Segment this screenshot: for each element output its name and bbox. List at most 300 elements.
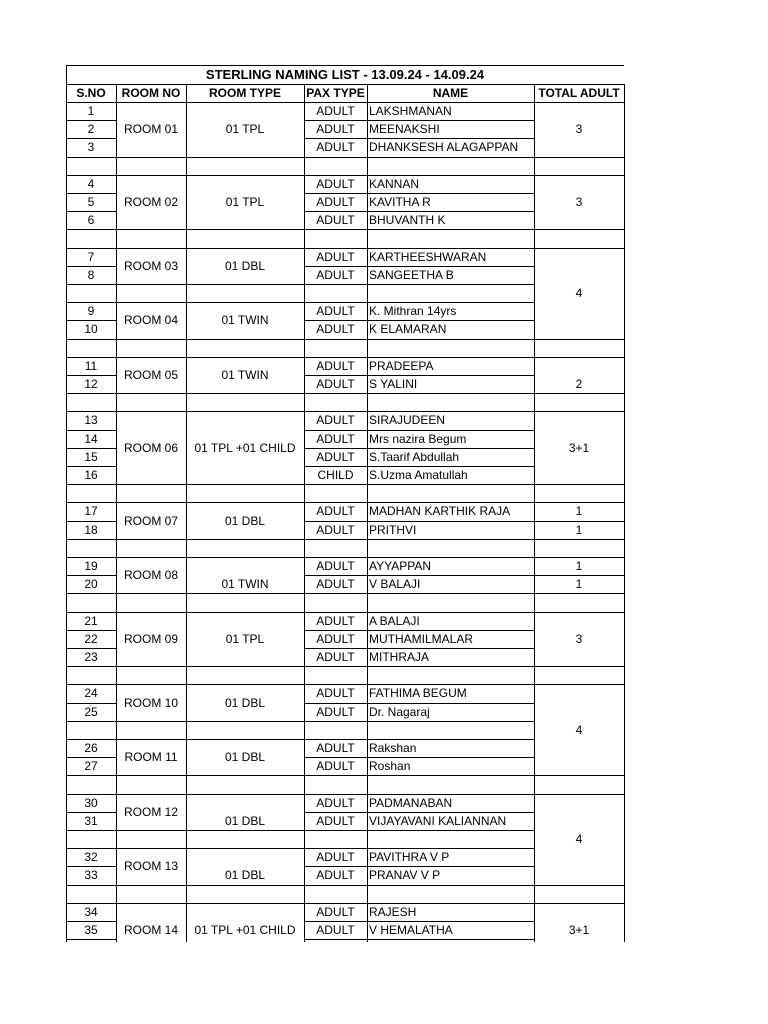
cell-sno: 9 <box>87 304 95 319</box>
grid-line <box>304 721 534 722</box>
cell-sno: 22 <box>84 631 98 646</box>
cell-sno: 24 <box>84 686 98 701</box>
grid-line <box>534 411 624 412</box>
cell-name: RAJESH <box>369 904 417 919</box>
cell-room-type: 01 TPL +01 CHILD <box>194 440 296 455</box>
grid-line <box>66 612 116 613</box>
grid-line <box>116 248 304 249</box>
cell-name: AYYAPPAN <box>369 559 432 574</box>
grid-line <box>66 175 116 176</box>
cell-name <box>367 830 534 848</box>
grid-line <box>116 794 304 795</box>
cell-sno <box>66 157 116 175</box>
grid-line <box>304 593 534 594</box>
cell-sno: 35 <box>84 923 98 938</box>
cell-pax-type <box>304 393 367 411</box>
grid-line <box>66 794 116 795</box>
grid-line <box>534 885 624 886</box>
grid-line <box>66 157 116 158</box>
grid-line <box>534 557 624 558</box>
grid-line <box>116 339 304 340</box>
grid-line <box>66 666 116 667</box>
cell-name: S YALINI <box>369 377 418 392</box>
cell-room-no: ROOM 08 <box>123 568 178 583</box>
cell-sno: 14 <box>84 431 98 446</box>
cell-pax-type: ADULT <box>316 759 355 774</box>
grid-line <box>304 375 534 376</box>
cell-pax-type <box>304 885 367 903</box>
cell-room-type: 01 TPL <box>225 631 265 646</box>
cell-name: V HEMALATHA <box>369 923 453 938</box>
cell-pax-type: ADULT <box>316 631 355 646</box>
cell-total-adult: 1 <box>575 577 583 592</box>
grid-line <box>304 484 534 485</box>
cell-sno <box>66 830 116 848</box>
grid-line <box>66 557 116 558</box>
grid-line <box>304 229 534 230</box>
grid-line <box>304 411 534 412</box>
cell-pax-type: ADULT <box>316 813 355 828</box>
grid-line <box>116 593 304 594</box>
grid-line <box>116 84 117 942</box>
cell-sno: 13 <box>84 413 98 428</box>
cell-total-adult: 3 <box>575 122 583 137</box>
cell-room-no: ROOM 05 <box>123 367 178 382</box>
grid-line <box>66 539 116 540</box>
cell-name: PRITHVI <box>369 522 417 537</box>
cell-total-adult: 1 <box>575 559 583 574</box>
cell-sno: 30 <box>84 795 98 810</box>
cell-pax-type: ADULT <box>316 504 355 519</box>
grid-line <box>304 939 534 940</box>
cell-name <box>367 393 534 411</box>
grid-line <box>116 666 304 667</box>
grid-line <box>116 557 304 558</box>
grid-line <box>534 666 624 667</box>
grid-line <box>304 138 534 139</box>
cell-sno: 6 <box>87 213 95 228</box>
grid-line <box>304 448 534 449</box>
grid-line <box>66 830 116 831</box>
cell-sno <box>66 229 116 247</box>
cell-name: K. Mithran 14yrs <box>369 304 457 319</box>
grid-line <box>534 84 535 942</box>
cell-name <box>367 484 534 502</box>
cell-pax-type <box>304 484 367 502</box>
cell-name <box>367 284 534 302</box>
grid-line <box>66 575 116 576</box>
cell-name: Dr. Nagaraj <box>369 704 430 719</box>
grid-line <box>304 830 534 831</box>
cell-room-no: ROOM 03 <box>123 258 178 273</box>
grid-line <box>534 157 624 158</box>
cell-sno <box>66 393 116 411</box>
cell-total-adult: 4 <box>575 722 583 737</box>
grid-line <box>534 539 624 540</box>
cell-pax-type: ADULT <box>316 140 355 155</box>
cell-sno: 3 <box>87 140 95 155</box>
cell-name: MITHRAJA <box>369 650 429 665</box>
cell-total-adult: 4 <box>575 286 583 301</box>
cell-pax-type: ADULT <box>316 413 355 428</box>
grid-line <box>304 757 534 758</box>
cell-sno: 16 <box>84 468 98 483</box>
cell-sno: 19 <box>84 559 98 574</box>
cell-room-type: 01 DBL <box>224 513 266 528</box>
cell-total-adult: 3+1 <box>568 923 590 938</box>
header-room-type: ROOM TYPE <box>208 86 281 100</box>
cell-name: SANGEETHA B <box>369 267 454 282</box>
cell-name <box>367 666 534 684</box>
cell-sno: 21 <box>84 613 98 628</box>
cell-sno <box>66 885 116 903</box>
cell-total-adult: 3+1 <box>568 440 590 455</box>
cell-room-type: 01 DBL <box>224 750 266 765</box>
grid-line <box>116 539 304 540</box>
cell-name: SIRAJUDEEN <box>369 413 446 428</box>
cell-sno: 20 <box>84 577 98 592</box>
grid-line <box>534 248 624 249</box>
grid-line <box>534 903 624 904</box>
cell-pax-type: ADULT <box>316 850 355 865</box>
grid-line <box>534 775 624 776</box>
cell-pax-type: ADULT <box>316 122 355 137</box>
grid-line <box>66 848 116 849</box>
cell-pax-type <box>304 775 367 793</box>
grid-line <box>534 175 624 176</box>
cell-sno <box>66 666 116 684</box>
grid-line <box>116 684 304 685</box>
grid-line <box>304 502 534 503</box>
grid-line <box>186 84 187 942</box>
grid-line <box>304 866 534 867</box>
cell-pax-type: ADULT <box>316 868 355 883</box>
grid-line <box>304 266 534 267</box>
cell-pax-type <box>304 339 367 357</box>
cell-pax-type: ADULT <box>316 795 355 810</box>
cell-sno: 25 <box>84 704 98 719</box>
grid-line <box>304 393 534 394</box>
grid-line <box>116 848 304 849</box>
header-total-adult: TOTAL ADULT <box>538 86 620 100</box>
grid-line <box>66 775 116 776</box>
cell-sno: 18 <box>84 522 98 537</box>
cell-name <box>367 539 534 557</box>
grid-line <box>304 430 534 431</box>
grid-line <box>304 120 534 121</box>
cell-sno: 11 <box>84 358 98 373</box>
grid-line <box>116 830 304 831</box>
cell-pax-type: ADULT <box>316 704 355 719</box>
cell-pax-type: ADULT <box>316 176 355 191</box>
cell-room-no: ROOM 07 <box>123 513 178 528</box>
grid-line <box>66 903 116 904</box>
cell-room-type: 01 TPL <box>225 195 265 210</box>
cell-sno: 1 <box>87 104 95 119</box>
cell-total-adult: 3 <box>575 631 583 646</box>
cell-sno <box>66 484 116 502</box>
cell-sno <box>66 284 116 302</box>
cell-name: KAVITHA R <box>369 195 431 210</box>
grid-line <box>304 211 534 212</box>
grid-line <box>66 339 116 340</box>
grid-line <box>66 502 116 503</box>
cell-room-type: 01 DBL <box>224 695 266 710</box>
cell-pax-type: ADULT <box>316 213 355 228</box>
grid-line <box>534 612 624 613</box>
cell-name: PADMANABAN <box>369 795 453 810</box>
cell-sno: 12 <box>84 377 98 392</box>
cell-sno: 34 <box>84 904 98 919</box>
grid-line <box>304 557 534 558</box>
cell-pax-type: CHILD <box>317 468 354 483</box>
cell-name: V BALAJI <box>369 577 421 592</box>
cell-room-type: 01 TWIN <box>221 313 269 328</box>
cell-pax-type: ADULT <box>316 613 355 628</box>
cell-sno: 26 <box>84 741 98 756</box>
grid-line <box>304 703 534 704</box>
grid-line <box>304 84 305 942</box>
cell-room-no: ROOM 11 <box>124 750 178 765</box>
grid-line <box>304 812 534 813</box>
cell-name <box>367 229 534 247</box>
grid-line <box>304 320 534 321</box>
grid-line <box>304 284 534 285</box>
grid-line <box>534 229 624 230</box>
cell-name: A BALAJI <box>369 613 420 628</box>
cell-room-type: 01 TPL +01 CHILD <box>194 923 296 938</box>
grid-line <box>66 593 116 594</box>
cell-total-adult: 1 <box>575 504 583 519</box>
cell-sno: 23 <box>84 650 98 665</box>
grid-line <box>304 302 534 303</box>
grid-line <box>304 648 534 649</box>
cell-room-no: ROOM 06 <box>123 440 178 455</box>
grid-line <box>66 448 116 449</box>
grid-line <box>66 484 116 485</box>
cell-name: Mrs nazira Begum <box>369 431 467 446</box>
cell-name: MUTHAMILMALAR <box>369 631 474 646</box>
sheet-title: STERLING NAMING LIST - 13.09.24 - 14.09.24 <box>205 67 485 82</box>
header-room-no: ROOM NO <box>121 86 181 100</box>
cell-name <box>367 593 534 611</box>
grid-line <box>66 521 116 522</box>
cell-pax-type: ADULT <box>316 104 355 119</box>
grid-line <box>66 248 116 249</box>
grid-line <box>304 612 534 613</box>
cell-sno: 15 <box>84 449 98 464</box>
grid-line <box>534 393 624 394</box>
grid-line <box>304 775 534 776</box>
grid-line <box>66 284 116 285</box>
grid-line <box>534 593 624 594</box>
grid-line <box>66 266 116 267</box>
grid-line <box>304 575 534 576</box>
grid-line <box>624 84 625 942</box>
grid-line <box>116 229 304 230</box>
cell-room-no: ROOM 12 <box>123 804 178 819</box>
grid-line <box>66 411 116 412</box>
grid-line <box>116 393 304 394</box>
grid-line <box>304 630 534 631</box>
cell-pax-type: ADULT <box>316 449 355 464</box>
grid-line <box>116 175 304 176</box>
grid-line <box>304 466 534 467</box>
cell-name: PAVITHRA V P <box>369 850 450 865</box>
cell-pax-type: ADULT <box>316 304 355 319</box>
grid-line <box>66 939 116 940</box>
cell-name: LAKSHMANAN <box>369 104 452 119</box>
cell-pax-type: ADULT <box>316 577 355 592</box>
grid-line <box>66 320 116 321</box>
grid-line <box>66 757 116 758</box>
grid-line <box>304 175 534 176</box>
cell-pax-type: ADULT <box>316 358 355 373</box>
cell-room-type: 01 DBL <box>224 813 266 828</box>
grid-line <box>66 393 116 394</box>
cell-sno: 33 <box>84 868 98 883</box>
cell-name: BHUVANTH K <box>369 213 446 228</box>
grid-line <box>66 921 116 922</box>
cell-pax-type <box>304 157 367 175</box>
cell-room-type: 01 TWIN <box>221 367 269 382</box>
cell-room-no: ROOM 13 <box>123 859 178 874</box>
cell-name: PRADEEPA <box>369 358 434 373</box>
cell-pax-type: ADULT <box>316 741 355 756</box>
cell-pax-type <box>304 593 367 611</box>
cell-name: PRANAV V P <box>369 868 441 883</box>
grid-line <box>66 84 624 85</box>
grid-line <box>304 885 534 886</box>
cell-pax-type: ADULT <box>316 377 355 392</box>
grid-line <box>304 357 534 358</box>
cell-name: DHANKSESH ALAGAPPAN <box>369 140 519 155</box>
grid-line <box>304 666 534 667</box>
cell-sno: 10 <box>84 322 98 337</box>
cell-name <box>367 885 534 903</box>
grid-line <box>116 411 304 412</box>
grid-line <box>66 302 116 303</box>
grid-line <box>66 648 116 649</box>
cell-room-no: ROOM 09 <box>123 631 178 646</box>
cell-name <box>367 339 534 357</box>
grid-line <box>66 430 116 431</box>
grid-line <box>116 284 304 285</box>
grid-line <box>116 612 304 613</box>
grid-line <box>66 211 116 212</box>
grid-line <box>116 157 304 158</box>
cell-pax-type <box>304 666 367 684</box>
cell-pax-type: ADULT <box>316 522 355 537</box>
grid-line <box>66 703 116 704</box>
grid-line <box>534 575 624 576</box>
grid-line <box>534 484 624 485</box>
cell-pax-type <box>304 830 367 848</box>
cell-room-no: ROOM 01 <box>123 122 178 137</box>
cell-sno: 27 <box>84 759 98 774</box>
cell-sno: 5 <box>87 195 95 210</box>
grid-line <box>66 466 116 467</box>
grid-line <box>304 193 534 194</box>
cell-name <box>367 157 534 175</box>
grid-line <box>66 102 624 103</box>
cell-name: FATHIMA BEGUM <box>369 686 467 701</box>
grid-line <box>304 339 534 340</box>
grid-line <box>304 539 534 540</box>
cell-sno <box>66 339 116 357</box>
cell-pax-type: ADULT <box>316 249 355 264</box>
grid-line <box>304 848 534 849</box>
grid-line <box>116 903 304 904</box>
grid-line <box>66 65 624 66</box>
grid-line <box>116 721 304 722</box>
grid-line <box>304 739 534 740</box>
cell-sno: 7 <box>87 249 95 264</box>
cell-name: Roshan <box>369 759 411 774</box>
cell-room-type: 01 TPL <box>225 122 265 137</box>
cell-room-type: 01 TWIN <box>221 577 269 592</box>
cell-sno: 4 <box>87 176 95 191</box>
cell-room-type: 01 DBL <box>224 258 266 273</box>
grid-line <box>66 357 116 358</box>
cell-pax-type <box>304 721 367 739</box>
grid-line <box>116 775 304 776</box>
cell-total-adult: 3 <box>575 195 583 210</box>
cell-name: KARTHEESHWARAN <box>369 249 487 264</box>
cell-room-no: ROOM 14 <box>123 923 178 938</box>
cell-sno: 2 <box>87 122 95 137</box>
cell-sno <box>66 593 116 611</box>
cell-name: KANNAN <box>369 176 420 191</box>
grid-line <box>66 721 116 722</box>
grid-line <box>304 903 534 904</box>
grid-line <box>367 84 368 942</box>
grid-line <box>304 921 534 922</box>
cell-sno: 32 <box>84 850 98 865</box>
grid-line <box>534 339 624 340</box>
grid-line <box>66 375 116 376</box>
grid-line <box>534 684 624 685</box>
cell-room-no: ROOM 04 <box>123 313 178 328</box>
grid-line <box>116 484 304 485</box>
cell-sno: 31 <box>84 813 98 828</box>
cell-pax-type: ADULT <box>316 267 355 282</box>
cell-pax-type: ADULT <box>316 686 355 701</box>
grid-line <box>66 812 116 813</box>
grid-line <box>116 302 304 303</box>
grid-line <box>534 502 624 503</box>
cell-pax-type <box>304 284 367 302</box>
cell-room-type: 01 DBL <box>224 868 266 883</box>
grid-line <box>304 248 534 249</box>
cell-name: MADHAN KARTHIK RAJA <box>369 504 511 519</box>
cell-pax-type: ADULT <box>316 923 355 938</box>
cell-name: Rakshan <box>369 741 417 756</box>
header-sno: S.NO <box>76 86 106 100</box>
grid-line <box>116 885 304 886</box>
cell-pax-type: ADULT <box>316 322 355 337</box>
grid-line <box>66 630 116 631</box>
cell-pax-type: ADULT <box>316 650 355 665</box>
cell-name: K ELAMARAN <box>369 322 447 337</box>
grid-line <box>304 794 534 795</box>
cell-sno <box>66 775 116 793</box>
grid-line <box>66 138 116 139</box>
grid-line <box>66 739 116 740</box>
cell-name: S.Taarif Abdullah <box>369 449 460 464</box>
cell-sno <box>66 721 116 739</box>
cell-name <box>367 721 534 739</box>
